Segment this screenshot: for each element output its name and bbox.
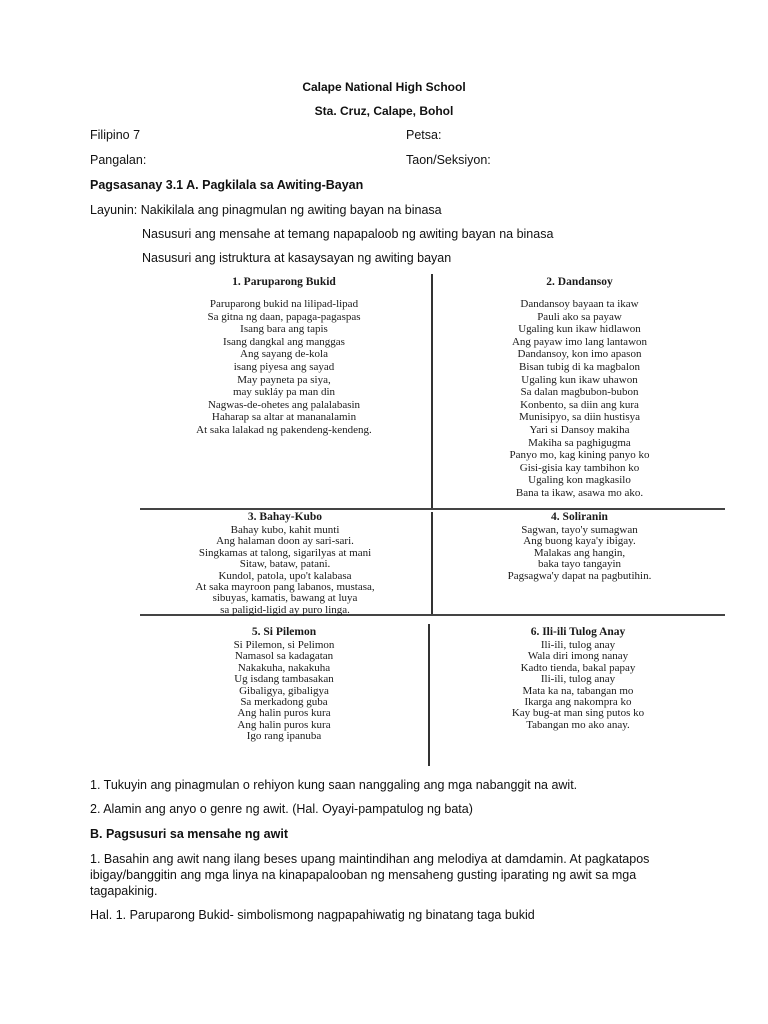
poem-line: Ang halin puros kura [237, 707, 331, 720]
grid-divider-bottom [428, 624, 430, 766]
poem-title: 1. Paruparong Bukid [232, 276, 336, 288]
b1-line-1: 1. Basahin ang awit nang ilang beses upang maintindihan ang melodiya at damdamin. At pagkatapos [90, 852, 650, 866]
poem-line: At saka lalakad ng pakendeng-kendeng. [196, 423, 372, 436]
school-name: Calape National High School [302, 80, 466, 94]
name-label: Pangalan: [90, 153, 147, 167]
poem-title: 6. Ili-ili Tulog Anay [530, 626, 626, 638]
poem-line: Konbento, sa diin ang kura [520, 398, 639, 411]
poem-line: Ili-ili, tulog anay [540, 673, 616, 686]
poem-line: Mata ka na, tabangan mo [522, 684, 634, 697]
poem-line: Ang buong kaya'y ibigay. [523, 535, 636, 548]
poem-line: Kundol, patola, upo't kalabasa [218, 569, 352, 582]
poem-title: 5. Si Pilemon [251, 626, 317, 638]
poem-line: Ugaling kun ikaw hidlawon [518, 323, 641, 336]
poem-line: Ang halaman doon ay sari-sari. [216, 535, 354, 548]
poem-line: Ang payaw imo lang lantawon [511, 335, 648, 348]
poem-line: Paruparong bukid na lilipad-lipad [209, 298, 359, 310]
poem-title: 4. Soliranin [551, 511, 608, 523]
poem-si-pilemon [140, 626, 428, 743]
year-section-label: Taon/Seksiyon: [406, 153, 491, 167]
poem-line: Sitaw, bataw, patani. [239, 558, 331, 571]
poem-line: Nagwas-de-ohetes ang palalabasin [207, 398, 361, 411]
poem-line: may sukláy pa man din [232, 386, 336, 399]
poem-line: Ang sayang de-kola [240, 348, 328, 361]
poem-line: Sa dalan magbubon-bubon [520, 386, 639, 399]
poem-line: Ugaling kon magkasilo [528, 474, 631, 487]
poem-line: Ili-ili, tulog anay [540, 639, 616, 651]
poem-line: baka tayo tangayin [537, 558, 622, 571]
example-line: Hal. 1. Paruparong Bukid- simbolismong nagpapahiwatig ng binatang taga bukid [90, 908, 535, 922]
b1-line-3: tagapakinig. [90, 884, 158, 898]
poem-line: Ugaling kun ikaw uhawon [521, 373, 638, 386]
poem-line: Munisipyo, sa diin hustisya [518, 411, 640, 424]
poem-line: Gisi-gisia kay tambihon ko [519, 461, 640, 474]
poem-line: Kadto tienda, bakal papay [520, 661, 636, 674]
poem-line: May payneta pa siya, [237, 373, 331, 386]
poem-line: Ikarga ang nakompra ko [524, 696, 632, 709]
question-2: 2. Alamin ang anyo o genre ng awit. (Hal. Oyayi-pampatulog ng bata) [90, 802, 473, 816]
activity-title: Pagsasanay 3.1 A. Pagkilala sa Awiting-Bayan [90, 178, 364, 192]
objective-second: Nasusuri ang mensahe at temang napapaloob ng awiting bayan na binasa [142, 227, 554, 241]
poem-line: Wala diri imong nanay [527, 650, 629, 663]
poem-line: Dandansoy bayaan ta ikaw [520, 298, 639, 310]
question-1: 1. Tukuyin ang pinagmulan o rehiyon kung saan nanggaling ang mga nabanggit na awit. [90, 778, 578, 792]
b1-line-2: ibigay/banggitin ang mga linya na kinapapalooban ng mensaheng gusting iparating ng awit sa mga [90, 868, 637, 882]
poem-soliranin [434, 511, 725, 582]
school-address: Sta. Cruz, Calape, Bohol [314, 104, 454, 118]
poem-line: Singkamas at talong, sigarilyas at mani [198, 546, 372, 559]
poem-line: Gibaligya, gibaligya [239, 684, 329, 697]
poem-ili-ili [431, 626, 725, 731]
poem-line: Sa merkadong guba [240, 696, 328, 709]
objective-first: Layunin: Nakikilala ang pinagmulan ng awiting bayan na binasa [90, 203, 442, 217]
poem-line: Kay bug-at man sing putos ko [511, 707, 645, 720]
poem-grid [140, 272, 725, 768]
poem-line: Bahay kubo, kahit munti [230, 524, 340, 536]
date-label: Petsa: [406, 128, 442, 142]
grid-divider-top [431, 274, 433, 510]
poem-line: isang piyesa ang sayad [233, 360, 335, 373]
grid-divider-middle [431, 512, 433, 616]
poem-dandansoy [434, 276, 725, 500]
poem-line: Yari si Dansoy makiha [529, 423, 630, 436]
poem-line: Sa gitna ng daan, papaga-pagaspas [207, 310, 361, 323]
objective-third: Nasusuri ang istruktura at kasaysayan ng awiting bayan [142, 251, 452, 265]
poem-bahay-kubo [140, 511, 430, 616]
grid-rule-upper [140, 508, 725, 510]
poem-line: Nakakuha, nakakuha [237, 661, 331, 674]
poem-line: Bisan tubig di ka magbalon [519, 360, 640, 373]
poem-title: 2. Dandansoy [546, 276, 613, 288]
poem-line: Isang dangkal ang manggas [223, 335, 345, 348]
poem-line: sibuyas, kamatis, bawang at luya [212, 592, 358, 605]
poem-line: Ang halin puros kura [237, 718, 331, 731]
poem-line: Panyo mo, kag kining panyo ko [509, 449, 650, 462]
poem-line: Igo rang ipanuba [246, 730, 322, 743]
poem-line: Si Pilemon, si Pelimon [233, 639, 335, 651]
poem-line: Bana ta ikaw, asawa mo ako. [515, 486, 644, 499]
poem-line: Pagsagwa'y dapat na pagbutihin. [507, 569, 652, 582]
poem-line: Namasol sa kadagatan [234, 650, 334, 663]
poem-line: Makiha sa paghigugma [528, 436, 631, 449]
poem-line: Ug isdang tambasakan [234, 673, 334, 686]
poem-line: At saka mayroon pang labanos, mustasa, [195, 581, 375, 594]
poem-line: Pauli ako sa payaw [537, 310, 622, 323]
poem-line: Tabangan mo ako anay. [526, 718, 630, 731]
poem-title: 3. Bahay-Kubo [247, 511, 323, 523]
poem-line: Dandansoy, kon imo apason [517, 348, 642, 361]
poem-line: Malakas ang hangin, [533, 546, 626, 559]
poem-line: Isang bara ang tapis [240, 323, 328, 336]
poem-paruparong-bukid [140, 276, 428, 437]
poem-line: Sagwan, tayo'y sumagwan [521, 524, 638, 536]
poem-line: Haharap sa altar at mananalamin [211, 411, 357, 424]
subject-label: Filipino 7 [90, 128, 141, 142]
section-b-title: B. Pagsusuri sa mensahe ng awit [90, 827, 288, 841]
poem-line: sa paligid-ligid ay puro linga. [220, 603, 350, 616]
